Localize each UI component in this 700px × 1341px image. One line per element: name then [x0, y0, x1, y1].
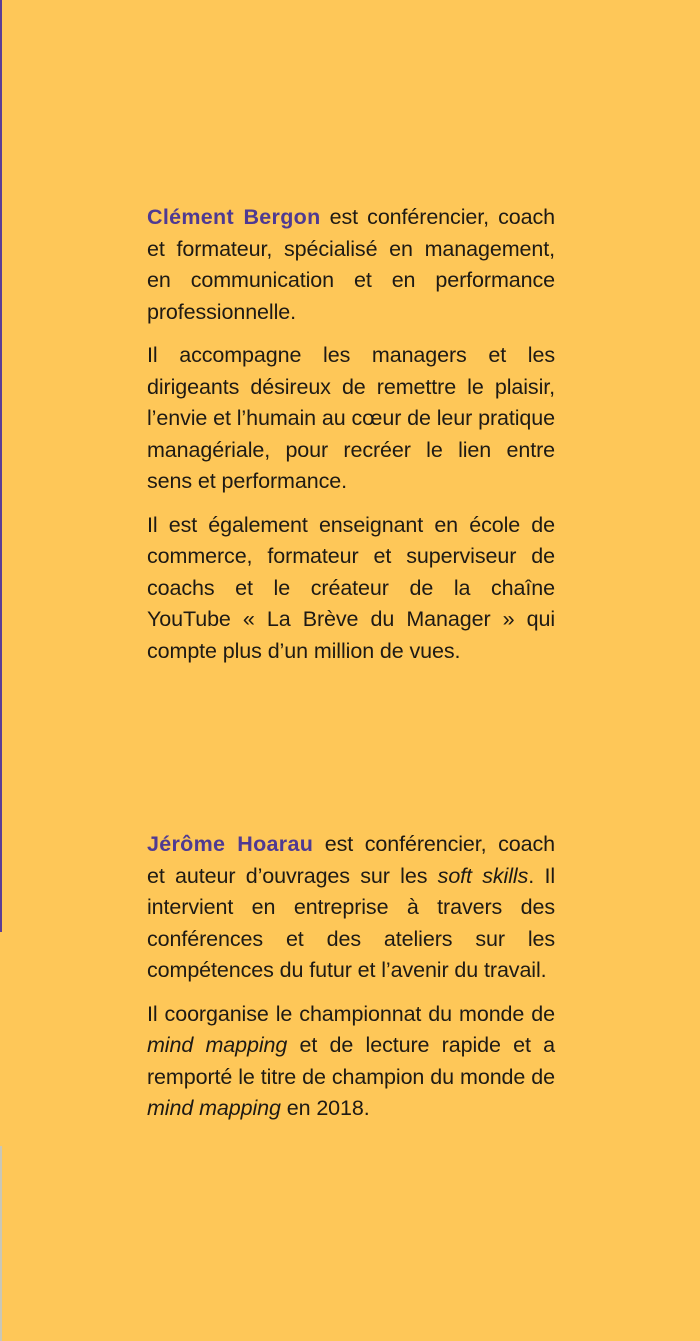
bio-text: . Il intervient en entreprise à travers des conférences et des ateliers sur les compétences du futur et l’avenir du travail.: [147, 863, 556, 982]
bio-text: est conférencier, coach et auteur d’ouvrages sur les: [147, 832, 555, 888]
author-bio-clement-bergon: [147, 202, 555, 679]
author-bio-jerome-hoarau: [147, 829, 555, 1137]
bio-paragraph: Il accompagne les managers et les dirigeants désireux de remettre le plaisir, l’envie et l’humain au cœur de leur pratique managériale, pour recréer le lien entre sens et performance.: [147, 343, 555, 493]
bio-paragraph: [147, 202, 555, 328]
bio-text: est conférencier, coach et formateur, spécialisé en management, en communication et en performance professionnelle.: [147, 205, 555, 324]
bio-paragraph: [147, 829, 555, 987]
cover-edge-purple-strip: [0, 0, 2, 932]
bio-text: en 2018.: [280, 1096, 370, 1120]
bio-text: Il coorganise le championnat du monde de: [147, 1001, 555, 1026]
italic-term: mind mapping: [147, 1096, 281, 1120]
bio-text: et de lecture rapide et a remporté le titre de champion du monde de: [147, 1033, 555, 1089]
author-name: Jérôme Hoarau: [147, 832, 314, 856]
italic-term: soft skills: [437, 863, 529, 888]
cover-edge-gray-strip: [0, 1146, 2, 1341]
bio-paragraph: [147, 999, 555, 1125]
bio-paragraph: Il est également enseignant en école de commerce, formateur et superviseur de coachs et le créateur de la chaîne YouTube « La Brève du Manager » qui compte plus d’un million de vues.: [147, 512, 555, 663]
italic-term: mind mapping: [147, 1033, 288, 1057]
author-name: Clément Bergon: [147, 205, 321, 229]
